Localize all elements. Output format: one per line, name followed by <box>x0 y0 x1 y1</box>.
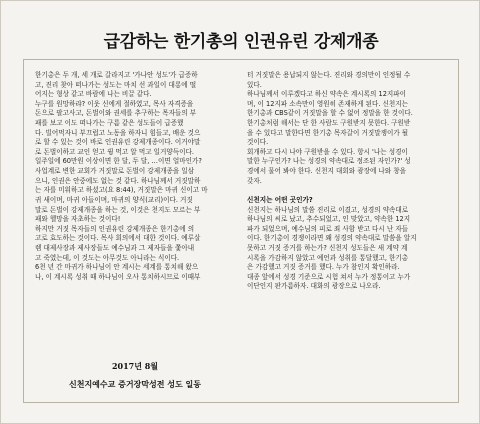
body-text-line: 패를 보고 이도 떠나가는 구름 같은 성도들이 급증했 <box>35 119 184 128</box>
body-text-line: 한기총은 두 개, 세 개로 갈라지고 '가나안 성도'가 급증하 <box>35 71 198 79</box>
body-text-line: 말로 돈벌이 강제개종을 하는 것, 이것은 천지도 모르는 부 <box>35 205 201 214</box>
body-text-line: 대종 앞에서 성경 기준으로 시험 쳐서 누가 정통이고 누가 <box>247 272 411 281</box>
body-text-line: 이단인지 판가름하자. 대화의 광장으로 나오라. <box>247 282 381 291</box>
right-column <box>247 71 447 292</box>
body-text-line: 며, 이 12지파 소속만이 영원히 존재하게 된다. 신천지는 <box>247 99 409 108</box>
body-text-line: 신천지는 하나님의 말씀 진리로 이겼고, 성경의 약속대로 <box>247 205 409 214</box>
signature-organization: 신천지예수교 증거장막성전 성도 일동 <box>68 379 201 389</box>
body-text-line: 경에서 물어 봐야 한다. 신천지 대회와 광장에 나와 창을 <box>247 167 406 176</box>
body-text-line: 이다. 한기총이 경쟁이라면 왜 성경의 약속대로 말씀을 알지 <box>247 234 417 243</box>
body-text-line: 다. 빌어먹자니 부끄럽고 노동을 하자니 힘들고, 배운 것으 <box>35 128 201 137</box>
body-text-line: 돈으로 팔고사고, 돈벌이와 권세를 추구하는 목자들의 부 <box>35 109 197 118</box>
article-title: 급감하는 한기총의 인권유린 강제개종 <box>103 32 379 52</box>
body-text-line: 6천 년 간 마귀가 하나님이 안 계시는 세계를 통치해 왔으 <box>35 263 199 272</box>
body-text-line: 갖자. <box>247 176 262 185</box>
body-text-line: 못하고 거짓 증거를 하는가? 신천지 성도들은 새 계약 계 <box>247 243 408 252</box>
body-text-line: 한기총처럼 해서는 단 한 사람도 구원받지 못한다. 구원받 <box>247 119 411 128</box>
body-text-line: 어지는 형상 같고 바람에 나는 비끌 같다. <box>35 90 152 99</box>
body-text-line: 것이다. <box>247 138 269 147</box>
body-text-line: 하지만 거짓 목자들의 인권유린 강제개종은 한기총에 의 <box>35 224 195 233</box>
body-text-line: 고, 진리 찾아 떠나가는 성도는 마치 선 과일이 대롱에 떨 <box>35 80 197 89</box>
paragraph-gap <box>247 186 447 196</box>
body-text-line: 고 죽였는데, 이 것도는 아무것도 아니라는 식이다. <box>35 253 180 262</box>
body-text-line: 시록을 가감하지 않았고 예언과 성취를 통달했고, 한기총 <box>247 253 409 262</box>
left-column <box>35 71 235 282</box>
body-text-line: 말한 누구인가? 나는 성경의 약속대로 정조된 자인가?' 성 <box>247 157 411 166</box>
body-text-line: 으니, 인권은 안중에도 없는 것 같다. 하나님께서 거짓말하 <box>35 176 201 185</box>
body-text-line: 누구를 원망하랴? 이웃 신에게 절하였고, 목사 자격증을 <box>35 99 194 108</box>
body-text-line: 로 할 수 있는 것이 바로 인권유린 강제개종이다. 이거야말 <box>35 138 201 147</box>
body-text-line: 을 수 있다고 말한다면 한기총 목자갈이 거짓말쟁이가 될 <box>247 128 409 137</box>
body-text-line: 한기총과 CBS같이 거짓말을 할 수 없어 정말을 한 것이다. <box>247 109 413 118</box>
body-text-line: 패와 헬망을 자초하는 것이다! <box>35 215 121 224</box>
body-text-line: 고로 효도하는 것이다. 목사 회의에서 대한 것이다. 예루살 <box>35 234 201 243</box>
body-text-line: 나, 이 계시록 성취 때 하나님이 오사 통치하시므로 이때부 <box>35 272 201 281</box>
body-text-line: 있다. <box>247 80 262 89</box>
body-text-line: 하나님께서 이루겠다고 하신 약속은 계시록의 12지파이 <box>247 90 406 99</box>
body-text-line: 귀 새이며, 마귀 아들이며, 마귀의 양식(교리)이다. 거짓 <box>35 195 193 204</box>
body-text-line: 회개하고 다시 나야 구원받을 수 있다. 항시 '나는 성경이 <box>247 147 408 156</box>
body-text-line: 로 돈벌이하고 교인 얻고 꿩 먹고 알 먹고 일거양득이다. <box>35 147 194 156</box>
body-text-line: 는 자를 미워하고 하셨고(요 8:44), 거짓말은 마귀 신이고 마 <box>35 186 208 195</box>
body-text-line: 은 가감했고 거짓 증거를 했다. 누가 참인지 확인하라. <box>247 263 400 272</box>
section-heading: 신천지는 어떤 곳인가? <box>247 195 313 204</box>
body-text-line: 일주일에 60만원 이상이면 한 달, 두 달, …이면 얼마인가? <box>35 157 202 166</box>
body-text-line: 터 거짓말은 용납되지 않는다. 진리와 경의만이 인정될 수 <box>247 71 411 79</box>
body-text-line: 사업계로 변한 교회가 거짓말로 돈벌이 강제개종을 일삼 <box>35 167 195 176</box>
body-text-line: 파가 되었으며, 예수님의 피로 죄 사함 받고 다시 난 자들 <box>247 224 409 233</box>
publication-date: 2017년 8월 <box>111 361 159 371</box>
body-text-line: 하나님의 씨로 났고, 추수되었고, 인 맞았고, 약속한 12지 <box>247 215 411 224</box>
body-text-line: 렘 대제사장과 제사장들도 예수님과 그 제자들을 쫓아내 <box>35 243 195 252</box>
